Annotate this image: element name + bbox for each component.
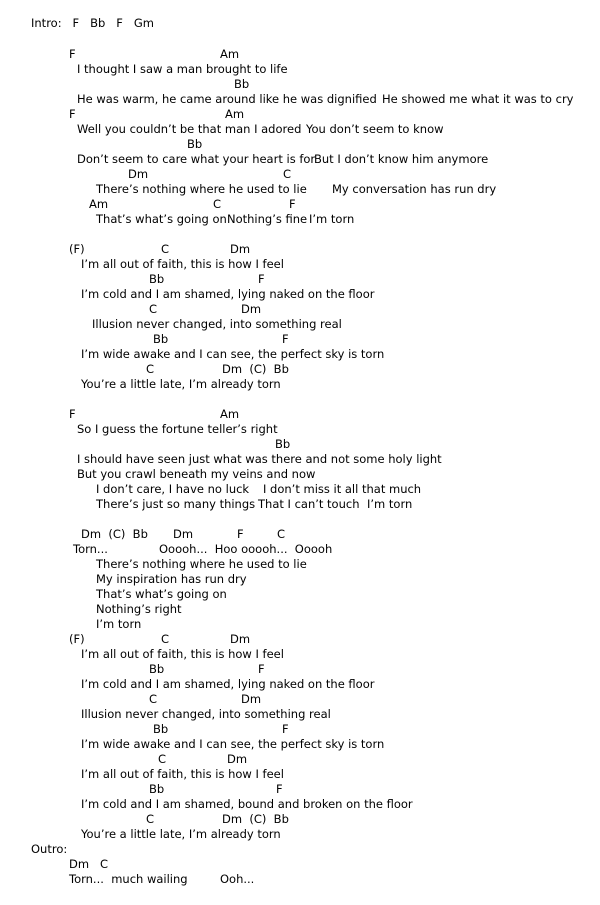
chord-label: F	[289, 197, 296, 211]
chord-label: Dm C	[69, 857, 109, 871]
chord-label: Dm	[230, 632, 251, 646]
lyric-line: That I can’t touch	[258, 497, 360, 511]
lyric-line: Illusion never changed, into something real	[81, 707, 331, 721]
chord-label: C	[213, 197, 222, 211]
chord-label: (F)	[69, 242, 85, 256]
lyric-line: I thought I saw a man brought to life	[77, 62, 288, 76]
outro-label: Outro:	[31, 842, 68, 856]
chord-label: F	[69, 407, 76, 421]
chord-label: C	[161, 242, 170, 256]
lyric-line: Ooh...	[220, 872, 255, 886]
chord-label: Am	[225, 107, 245, 121]
chord-label: Dm	[241, 302, 262, 316]
chord-label: Bb	[149, 782, 165, 796]
lyric-line: That’s what’s going on	[96, 212, 227, 226]
lyric-line: There’s nothing where he used to lie	[96, 557, 307, 571]
lyric-line: I’m wide awake and I can see, the perfect sky is torn	[81, 347, 385, 361]
lyric-line: I’m cold and I am shamed, lying naked on the floor	[81, 677, 375, 691]
lyric-line: You don’t seem to know	[306, 122, 444, 136]
chord-label: Bb	[275, 437, 291, 451]
chord-label: F	[258, 272, 265, 286]
lyric-line: I’m cold and I am shamed, bound and broken on the floor	[81, 797, 413, 811]
lyric-line: I’m all out of faith, this is how I feel	[81, 647, 284, 661]
chord-label: Dm (C) Bb	[222, 362, 289, 376]
lyric-line: I’m all out of faith, this is how I feel	[81, 257, 284, 271]
chord-label: Bb	[149, 272, 165, 286]
chord-label: C	[277, 527, 286, 541]
lyric-line: But I don’t know him anymore	[314, 152, 489, 166]
chord-label: F	[282, 332, 289, 346]
chord-label: Dm	[241, 692, 262, 706]
lyric-line: You’re a little late, I’m already torn	[81, 827, 281, 841]
chord-label: Bb	[153, 332, 169, 346]
chord-label: C	[283, 167, 292, 181]
chord-label: F	[276, 782, 283, 796]
chord-label: Dm	[128, 167, 149, 181]
chord-label: C	[161, 632, 170, 646]
lyric-line: He showed me what it was to cry	[382, 92, 574, 106]
lyric-line: Torn...	[73, 542, 108, 556]
lyric-line: You’re a little late, I’m already torn	[81, 377, 281, 391]
chord-label: Am	[220, 47, 240, 61]
chord-label: Dm (C) Bb	[81, 527, 148, 541]
lyric-line: So I guess the fortune teller’s right	[77, 422, 278, 436]
lyric-line: I’m all out of faith, this is how I feel	[81, 767, 284, 781]
chord-label: C	[146, 362, 155, 376]
chord-label: C	[158, 752, 167, 766]
chord-label: F	[282, 722, 289, 736]
lyric-line: Illusion never changed, into something real	[92, 317, 342, 331]
lyric-line: My inspiration has run dry	[96, 572, 247, 586]
lyric-line: I don’t miss it all that much	[263, 482, 422, 496]
lyric-line: There’s just so many things	[96, 497, 256, 511]
lyric-line: I’m wide awake and I can see, the perfect sky is torn	[81, 737, 385, 751]
chord-label: Am	[220, 407, 240, 421]
lyric-line: I’m cold and I am shamed, lying naked on the floor	[81, 287, 375, 301]
lyric-line: He was warm, he came around like he was dignified	[77, 92, 377, 106]
chord-label: Dm (C) Bb	[222, 812, 289, 826]
chord-label: Dm	[227, 752, 248, 766]
chord-label: (F)	[69, 632, 85, 646]
chord-label: F	[258, 662, 265, 676]
lyric-line: That’s what’s going on	[96, 587, 227, 601]
lyric-line: I don’t care, I have no luck	[96, 482, 250, 496]
chord-label: C	[149, 302, 158, 316]
lyric-line: I’m torn	[367, 497, 413, 511]
chord-label: Am	[89, 197, 109, 211]
lyric-line: Nothing’s fine	[227, 212, 308, 226]
lyric-line: My conversation has run dry	[332, 182, 497, 196]
lyric-line: I should have seen just what was there and not some holy light	[77, 452, 442, 466]
lyric-line: I’m torn	[96, 617, 142, 631]
lyric-line: There’s nothing where he used to lie	[96, 182, 307, 196]
lyric-line: Don’t seem to care what your heart is for	[77, 152, 316, 166]
chord-label: Dm	[173, 527, 194, 541]
chord-label: Bb	[149, 662, 165, 676]
chord-label: Dm	[230, 242, 251, 256]
chord-label: Bb	[234, 77, 250, 91]
lyric-line: Nothing’s right	[96, 602, 182, 616]
chord-label: F	[69, 107, 76, 121]
lyric-line: But you crawl beneath my veins and now	[77, 467, 316, 481]
chord-label: F	[237, 527, 244, 541]
lyric-line: Well you couldn’t be that man I adored	[77, 122, 302, 136]
lyric-line: I’m torn	[309, 212, 355, 226]
lyric-line: Ooooh... Hoo ooooh... Ooooh	[159, 542, 333, 556]
lyric-line: Torn... much wailing	[69, 872, 188, 886]
chord-label: F	[69, 47, 76, 61]
intro-line: Intro: F Bb F Gm	[31, 16, 154, 30]
chord-label: Bb	[187, 137, 203, 151]
chord-label: C	[149, 692, 158, 706]
chord-label: C	[146, 812, 155, 826]
chord-label: Bb	[153, 722, 169, 736]
